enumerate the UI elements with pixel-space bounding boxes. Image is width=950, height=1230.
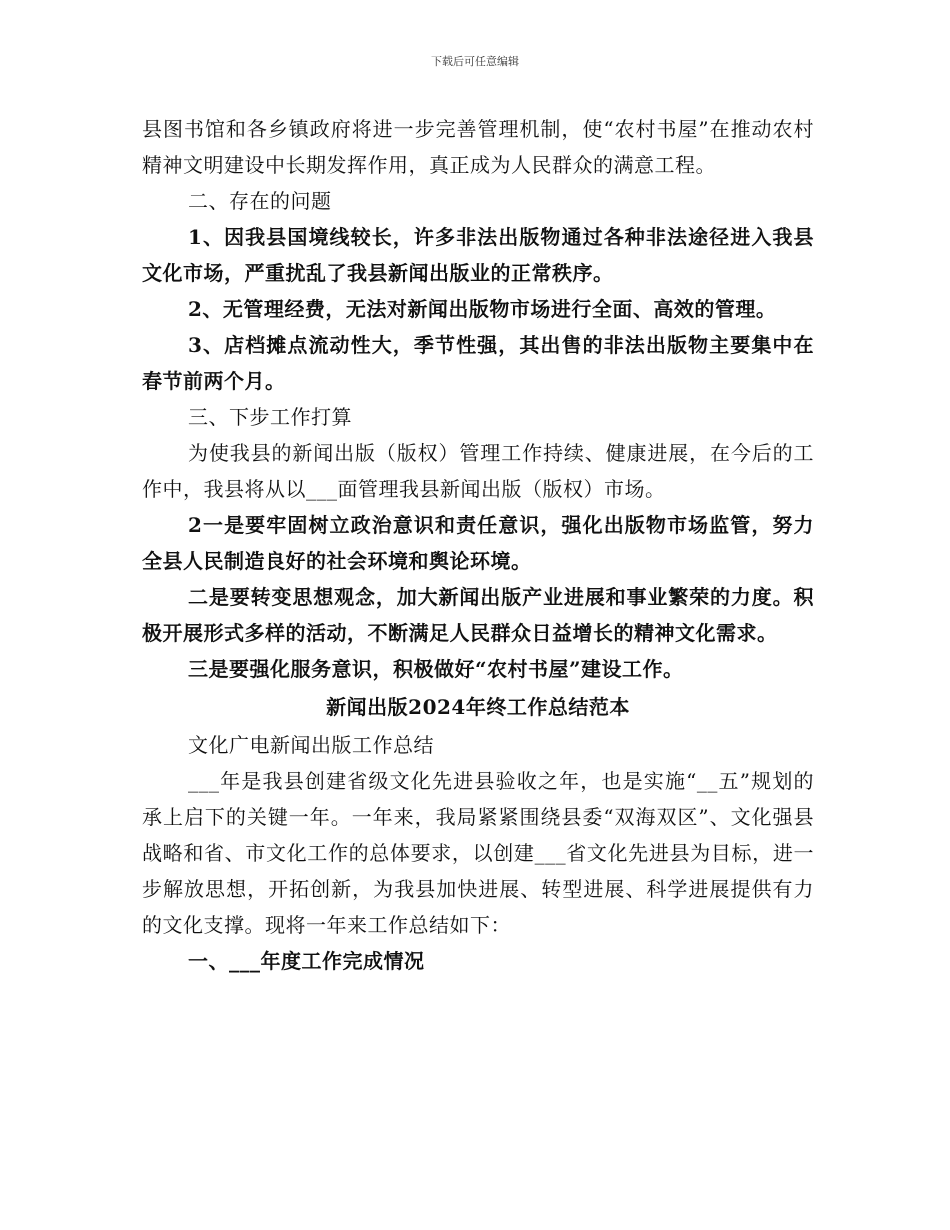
problem-item-1: 1、因我县国境线较长，许多非法出版物通过各种非法途径进入我县文化市场，严重扰乱了我县新闻出版业的正常秩序。 [142, 225, 814, 285]
next-step-item-1: 2一是要牢固树立政治意识和责任意识，强化出版物市场监管，努力全县人民制造良好的社会环境和舆论环境。 [142, 513, 814, 573]
section-heading-problems: 二、存在的问题 [188, 189, 332, 213]
document-title: 新闻出版2024年终工作总结范本 [326, 695, 630, 719]
paragraph-library-mechanism: 县图书馆和各乡镇政府将进一步完善管理机制，使“农村书屋”在推动农村精神文明建设中长期发挥作用，真正成为人民群众的满意工程。 [142, 117, 814, 177]
subtitle-summary: 文化广电新闻出版工作总结 [188, 733, 434, 757]
page-header: 下载后可任意编辑 [431, 55, 519, 68]
paragraph-year-overview: ___年是我县创建省级文化先进县验收之年，也是实施“__五”规划的承上启下的关键一年。一年来，我局紧紧围绕县委“双海双区”、文化强县战略和省、市文化工作的总体要求，以创建___省文化先进县为目标，进一步解放思想，开拓创新，为我县加快进展、转型进展、科学进展提供有力的文化支撑。现将一年来工作总结如下： [142, 769, 814, 937]
problem-item-3: 3、店档摊点流动性大，季节性强，其出售的非法出版物主要集中在春节前两个月。 [142, 333, 814, 393]
next-step-item-3: 三是要强化服务意识，积极做好“农村书屋”建设工作。 [188, 657, 684, 681]
paragraph-next-steps-intro: 为使我县的新闻出版（版权）管理工作持续、健康进展，在今后的工作中，我县将从以___面管理我县新闻出版（版权）市场。 [142, 441, 814, 501]
section-heading-completion: 一、___年度工作完成情况 [188, 949, 425, 973]
section-heading-next-steps: 三、下步工作打算 [188, 405, 352, 429]
next-step-item-2: 二是要转变思想观念，加大新闻出版产业进展和事业繁荣的力度。积极开展形式多样的活动，不断满足人民群众日益增长的精神文化需求。 [142, 585, 814, 645]
problem-item-2: 2、无管理经费，无法对新闻出版物市场进行全面、高效的管理。 [188, 297, 777, 321]
document-body [142, 111, 814, 979]
